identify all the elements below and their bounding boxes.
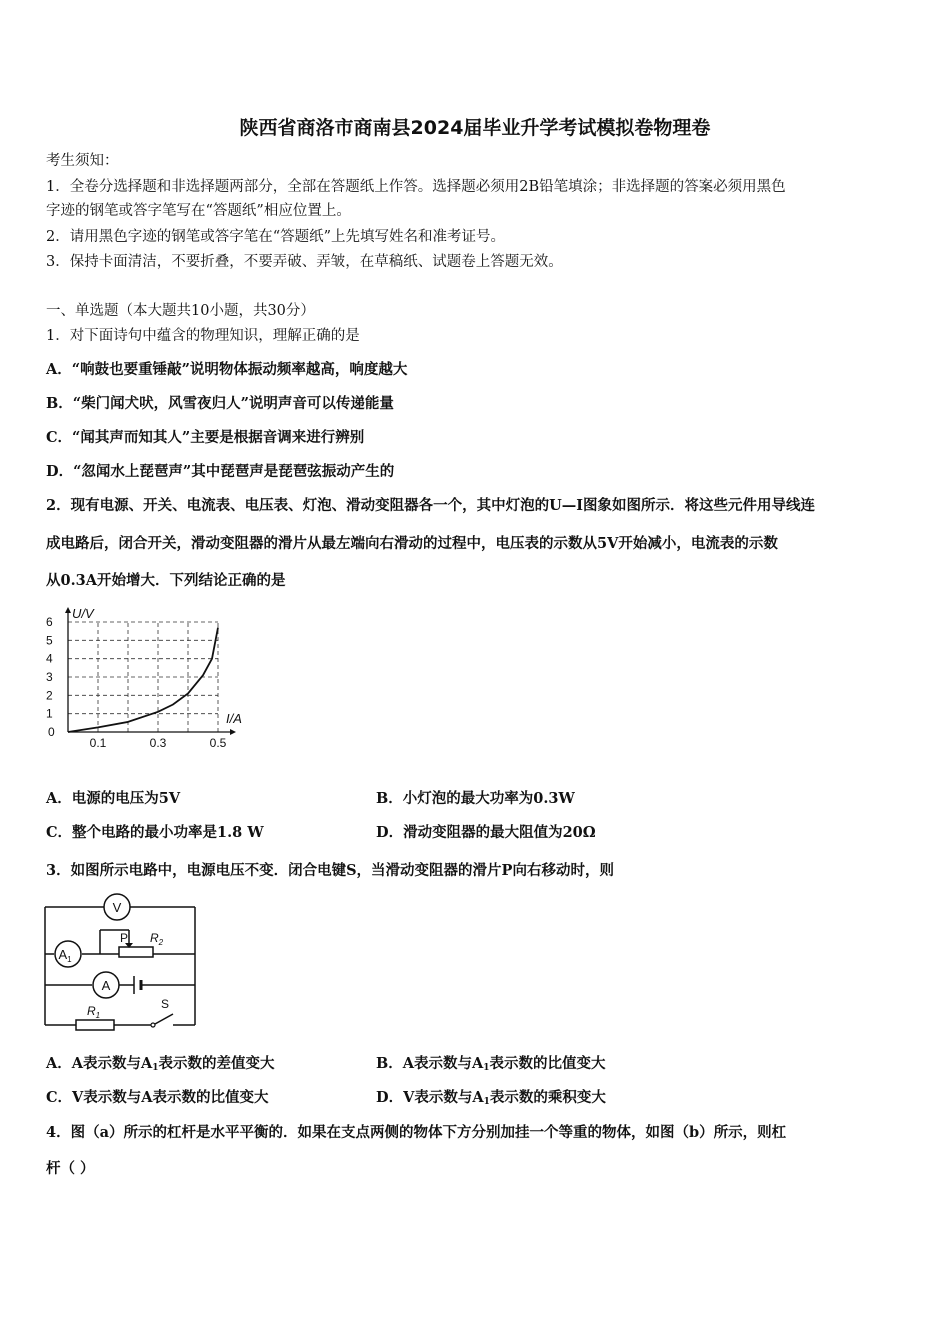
y-tick-label: 4 — [46, 651, 53, 666]
notice-item-1-line-2: 字迹的钢笔或答字笔写在“答题纸”相应位置上。 — [46, 203, 351, 219]
q3-stem: 3．如图所示电路中，电源电压不变．闭合电键S，当滑动变阻器的滑片P向右移动时，则 — [46, 862, 614, 879]
q1-option-c: C．“闻其声而知其人”主要是根据音调来进行辨别 — [46, 429, 365, 446]
x-tick-label: 0.5 — [209, 736, 227, 750]
q3-option-d-post: 表示数的乘积变大 — [489, 1089, 606, 1106]
q3-option-d-pre: D．V表示数与A — [376, 1089, 484, 1106]
notice-item-1-line-1: 1．全卷分选择题和非选择题两部分，全部在答题纸上作答。选择题必须用2B铅笔填涂；非选择题的答案必须用黑色 — [46, 179, 786, 195]
r2-letter: R — [150, 931, 159, 945]
rheostat-r2 — [119, 947, 153, 957]
ammeter-a1-letter: A — [58, 947, 68, 962]
r1-sub: 1 — [95, 1011, 101, 1020]
ammeter-a-label: A — [101, 978, 111, 993]
page-title: 陕西省商洛市商南县2024届毕业升学考试模拟卷物理卷 — [239, 117, 711, 139]
q3-option-b-pre: B．A表示数与A — [376, 1055, 484, 1072]
q2-stem-line-1: 2．现有电源、开关、电流表、电压表、灯泡、滑动变阻器各一个，其中灯泡的U—I图象如图所示．将这些元件用导线连 — [46, 497, 816, 514]
notice-heading: 考生须知： — [46, 153, 119, 169]
resistor-r1 — [76, 1020, 114, 1030]
q2-option-b: B．小灯泡的最大功率为0.3W — [376, 790, 575, 807]
notice-item-2: 2．请用黑色字迹的钢笔或答字笔在“答题纸”上先填写姓名和准考证号。 — [46, 229, 506, 245]
q3-option-a-pre: A．A表示数与A — [46, 1055, 153, 1072]
q1-option-a: A．“响鼓也要重锤敲”说明物体振动频率越高，响度越大 — [46, 361, 408, 378]
q3-option-d — [376, 1088, 606, 1112]
y-axis-arrow — [65, 607, 71, 613]
y-tick-label: 6 — [46, 615, 53, 629]
r2-label — [150, 931, 164, 947]
q3-option-a-sub: 1 — [152, 1063, 159, 1073]
x-axis-label: I/A — [226, 711, 242, 726]
q3-option-a-post: 表示数的差值变大 — [158, 1055, 275, 1072]
y-axis-label: U/V — [72, 606, 94, 621]
q3-option-a — [46, 1054, 275, 1078]
q3-option-b-sub: 1 — [483, 1063, 490, 1073]
q2-option-d: D．滑动变阻器的最大阻值为20Ω — [376, 824, 596, 841]
x-tick-label: 0.1 — [89, 736, 107, 750]
x-axis-arrow — [230, 729, 236, 735]
y-tick-label: 2 — [46, 688, 53, 703]
q2-stem-line-3: 从0.3A开始增大．下列结论正确的是 — [46, 572, 286, 589]
q4-stem-line-1: 4．图（a）所示的杠杆是水平平衡的．如果在支点两侧的物体下方分别加挂一个等重的物体，如图（b）所示，则杠 — [46, 1124, 787, 1141]
y-tick-label: 1 — [46, 706, 53, 721]
notice-item-3: 3．保持卡面清洁，不要折叠，不要弄破、弄皱，在草稿纸、试题卷上答题无效。 — [46, 254, 563, 270]
switch-label: S — [161, 997, 170, 1011]
r1-letter: R — [87, 1004, 96, 1018]
q2-option-c: C．整个电路的最小功率是1.8 W — [46, 824, 264, 841]
ui-graph — [40, 604, 240, 754]
r2-sub: 2 — [158, 938, 164, 947]
switch-blade — [155, 1014, 173, 1024]
y-tick-label: 5 — [46, 633, 53, 648]
q3-option-b — [376, 1054, 606, 1078]
section-heading: 一、单选题（本大题共10小题，共30分） — [46, 303, 315, 319]
y-tick-label: 3 — [46, 670, 53, 684]
origin-label: 0 — [48, 725, 55, 739]
q3-option-b-post: 表示数的比值变大 — [489, 1055, 606, 1072]
ui-curve — [68, 628, 218, 733]
q4-stem-line-2: 杆（ ） — [46, 1160, 95, 1177]
slider-label: P — [120, 931, 129, 945]
q2-option-a: A．电源的电压为5V — [46, 790, 181, 807]
q3-option-c: C．V表示数与A表示数的比值变大 — [46, 1089, 269, 1106]
q3-option-d-sub: 1 — [483, 1097, 490, 1107]
q1-stem: 1．对下面诗句中蕴含的物理知识，理解正确的是 — [46, 328, 360, 344]
q2-stem-line-2: 成电路后，闭合开关，滑动变阻器的滑片从最左端向右滑动的过程中，电压表的示数从5V开始减小，电流表的示数 — [46, 535, 778, 552]
voltmeter-label: V — [112, 900, 122, 915]
q1-option-b: B．“柴门闻犬吠，风雪夜归人”说明声音可以传递能量 — [46, 395, 394, 412]
x-tick-label: 0.3 — [149, 736, 167, 750]
q3-circuit-diagram — [40, 892, 200, 1032]
r1-label — [87, 1004, 100, 1020]
q1-option-d: D．“忽闻水上琵琶声”其中琵琶声是琵琶弦振动产生的 — [46, 463, 395, 480]
switch-contact — [151, 1023, 155, 1027]
ammeter-a1-sub: 1 — [67, 955, 72, 964]
